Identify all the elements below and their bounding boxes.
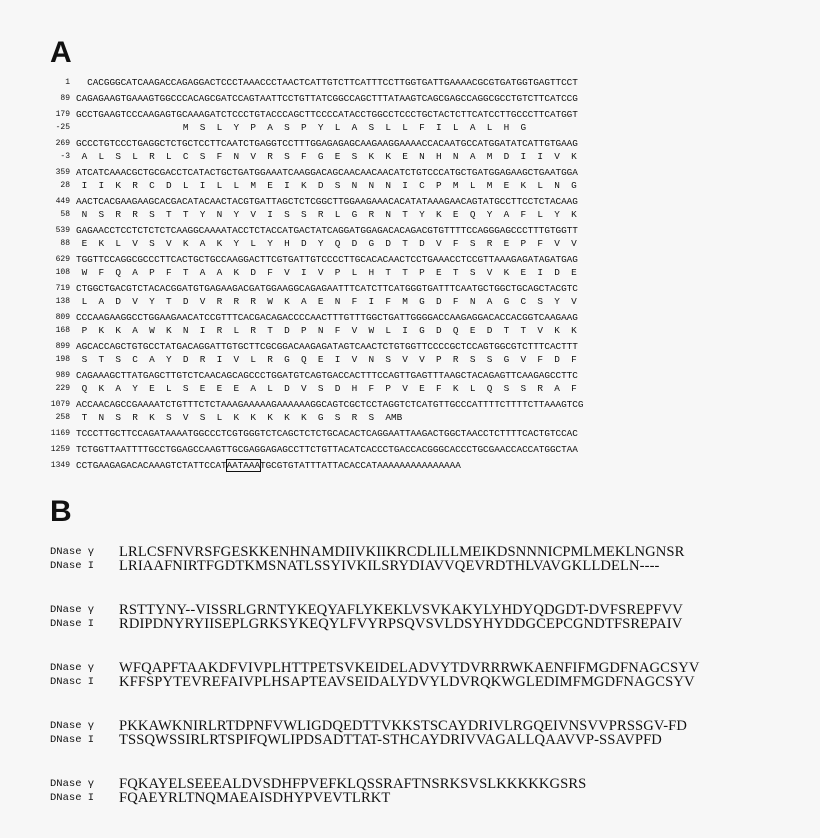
sequence-row-group — [36, 398, 816, 424]
amino-acid-position: 58 — [60, 210, 70, 219]
nucleotide-row — [36, 108, 816, 121]
nucleotide-position: 1349 — [50, 461, 70, 470]
nucleotide-text: CCTGAAGAGACACAAAGTCTATTCCATAATAAATGCGTGTATTTATTACACCATAAAAAAAAAAAAAAA — [76, 460, 461, 471]
dnase-gamma-label: DNase γ — [50, 778, 95, 790]
amino-acid-row — [36, 411, 816, 424]
amino-acid-text: M S L Y P A S P Y L A S L L F I L A L H G — [76, 122, 527, 133]
sequence-row-group — [36, 195, 816, 221]
nucleotide-row — [36, 443, 816, 456]
dnase-gamma-sequence: PKKAWKNIRLRTDPNFVWLIGDQEDTTVKKSTSCAYDRIVLRGQEIVNSVVPRSSGV-FD — [119, 718, 688, 734]
dnase-gamma-row — [50, 719, 810, 733]
panel-label-a: A — [50, 36, 72, 69]
protein-alignment-panel — [50, 545, 810, 835]
amino-acid-row — [36, 121, 816, 134]
panel-label-b: B — [50, 495, 72, 528]
nucleotide-position: 1079 — [50, 400, 70, 409]
nucleotide-text: CAGAAAGCTTATGAGCTTGTCTCAACAGCAGCCCTGGATGTCAGTGACCACTTTCCAGTTGAGTTTAAGCTACAGAGTTCAAGAGCCTTC — [76, 370, 578, 381]
nucleotide-row — [36, 459, 816, 472]
nucleotide-row — [36, 166, 816, 179]
nucleotide-position: 89 — [60, 94, 70, 103]
nucleotide-position: 719 — [55, 284, 70, 293]
amino-acid-position: 108 — [55, 268, 70, 277]
sequence-row-group — [36, 311, 816, 337]
dnase-i-sequence: RDIPDNYRYIISEPLGRKSYKEQYLFVYRPSQVSVLDSYHYDDGCEPCGNDTFSREPAIV — [119, 616, 683, 632]
nucleotide-text: GCCCTGTCCCTGAGGCTCTGCTCCTTCAATCTGAGGTCCTTTGGAGAGAGCAAGAAGGAAAACCACAATGCCATGGATATCATTGTGAAG — [76, 138, 578, 149]
amino-acid-position: 168 — [55, 326, 70, 335]
dnase-i-label: DNase I — [50, 560, 95, 572]
amino-acid-position: 28 — [60, 181, 70, 190]
nucleotide-row — [36, 282, 816, 295]
dnase-gamma-row — [50, 777, 810, 791]
sequence-row-group — [36, 459, 816, 472]
nucleotide-position: 269 — [55, 139, 70, 148]
amino-acid-position: -3 — [60, 152, 70, 161]
amino-acid-text: T N S R K S V S L K K K K K G S R S AMB — [76, 412, 403, 423]
dnase-gamma-label: DNase γ — [50, 604, 95, 616]
dnase-i-sequence: TSSQWSSIRLRTSPIFQWLIPDSADTTAT-STHCAYDRIVVAGALLQAAVVP-SSAVPFD — [119, 732, 662, 748]
nucleotide-text: TCTGGTTAATTTTGCCTGGAGCCAAGTTGCGAGGAGAGCCTTCTGTTACATCACCCTGACCACGGGCACCCTGCGAACCACCATGGCTAA — [76, 444, 578, 455]
dnase-gamma-sequence: WFQAPFTAAKDFVIVPLHTTPETSVKEIDELADVYTDVRRRWKAENFIFMGDFNAGCSYV — [119, 660, 700, 676]
dnase-i-row — [50, 733, 810, 747]
amino-acid-row — [36, 150, 816, 163]
sequence-row-group — [36, 92, 816, 105]
dnase-gamma-row — [50, 603, 810, 617]
dnase-gamma-row — [50, 661, 810, 675]
nucleotide-text: CCCAAGAAGGCCTGGAAGAACATCCGTTTCACGACAGACCCCAACTTTGTTTGGCTGATTGGGGACCAAGAGGACACCACGGTCAAGAAG — [76, 312, 578, 323]
sequence-row-group — [36, 443, 816, 456]
amino-acid-position: 229 — [55, 384, 70, 393]
dnase-gamma-row — [50, 545, 810, 559]
sequence-row-group — [36, 76, 816, 89]
nucleotide-text: TGGTTCCAGGCGCCCTTCACTGCTGCCAAGGACTTCGTGATTGTCCCCTTGCACACAACTCCTGAAACCTCCGTTAAAGAGATAGATGAG — [76, 254, 578, 265]
dnase-gamma-sequence: LRLCSFNVRSFGESKKENHNAMDIIVKIIKRCDLILLMEIKDSNNNICPMLMEKLNGNSR — [119, 544, 685, 560]
amino-acid-text: I I K R C D L I L L M E I K D S N N N I C P M L M E K L N G — [76, 180, 577, 191]
amino-acid-text: N S R R S T T Y N Y V I S S R L G R N T Y K E Q Y A F L Y K — [76, 209, 577, 220]
amino-acid-text: L A D V Y T D V R R R W K A E N F I F M G D F N A G C S Y V — [76, 296, 577, 307]
nucleotide-position: 359 — [55, 168, 70, 177]
sequence-row-group — [36, 166, 816, 192]
nucleotide-text: ATCATCAAACGCTGCGACCTCATACTGCTGATGGAAATCAAGGACAGCAACAACAACATCTGTCCCATGCTGATGGAGAAGCTGAATGGA — [76, 167, 578, 178]
sequence-row-group — [36, 340, 816, 366]
amino-acid-row — [36, 266, 816, 279]
nucleotide-position: 809 — [55, 313, 70, 322]
nucleotide-text: AACTCACGAAGAAGCACGACATACAACTACGTGATTAGCTCTCGGCTTGGAAGAAACACATATAAAGAACAGTATGCCTTCCTCTACAAG — [76, 196, 578, 207]
amino-acid-text: P K K A W K N I R L R T D P N F V W L I G D Q E D T T V K K — [76, 325, 577, 336]
dnase-i-row — [50, 559, 810, 573]
amino-acid-text: S T S C A Y D R I V L R G Q E I V N S V V P R S S G V F D F — [76, 354, 577, 365]
nucleotide-text: AGCACCAGCTGTGCCTATGACAGGATTGTGCTTCGCGGACAAGAGATAGTCAACTCTGTGGTTCCCCGCTCCAGTGGCGTCTTTCACTTT — [76, 341, 578, 352]
nucleotide-text: GAGAACCTCCTCTCTCTCAAGGCAAAATACCTCTACCATGACTATCAGGATGGAGACACAGACGTGTTTTCCAGGGAGCCCTTTGTGGTT — [76, 225, 578, 236]
nucleotide-row — [36, 311, 816, 324]
dnase-i-label: DNase I — [50, 618, 95, 630]
dnase-i-row — [50, 675, 810, 689]
nucleotide-row — [36, 224, 816, 237]
amino-acid-position: 198 — [55, 355, 70, 364]
alignment-block — [50, 545, 810, 573]
nucleotide-text: ACCAACAGCCGAAAATCTGTTTCTCTAAAGAAAAAGAAAAAAGGCAGTCGCTCCTAGGTCTCATGTTGCCCATTTTCTTTTCTTAAAGTCG — [76, 399, 584, 410]
dnase-i-row — [50, 791, 810, 805]
dnase-i-label: DNase I — [50, 792, 95, 804]
nucleotide-position: 539 — [55, 226, 70, 235]
nucleotide-row — [36, 369, 816, 382]
dnase-i-row — [50, 617, 810, 631]
alignment-block — [50, 719, 810, 747]
amino-acid-row — [36, 324, 816, 337]
amino-acid-row — [36, 295, 816, 308]
nucleotide-row — [36, 137, 816, 150]
dnase-gamma-label: DNase γ — [50, 546, 95, 558]
nucleotide-row — [36, 398, 816, 411]
nucleotide-text: GCCTGAAGTCCCAAGAGTGCAAAGATCTCCCTGTACCCAGCTTCCCCATACCTGGCCTCCCTGCTACTCTTCATCCTTGCCCTTCATGGT — [76, 109, 578, 120]
amino-acid-text: W F Q A P F T A A K D F V I V P L H T T P E T S V K E I D E — [76, 267, 577, 278]
amino-acid-row — [36, 237, 816, 250]
nucleotide-row — [36, 427, 816, 440]
amino-acid-row — [36, 353, 816, 366]
nucleotide-row — [36, 253, 816, 266]
nucleotide-position: 629 — [55, 255, 70, 264]
dnase-gamma-sequence: RSTTYNY--VISSRLGRNTYKEQYAFLYKEKLVSVKAKYLYHDYQDGDT-DVFSREPFVV — [119, 602, 683, 618]
dnase-gamma-sequence: FQKAYELSEEEALDVSDHFPVEFKLQSSRAFTNSRKSVSLKKKKKGSRS — [119, 776, 587, 792]
dnase-i-sequence: KFFSPYTEVREFAIVPLHSAPTEAVSEIDALYDVYLDVRQKWGLEDIMFMGDFNAGCSYV — [119, 674, 695, 690]
nucleotide-position: 179 — [55, 110, 70, 119]
sequence-row-group — [36, 253, 816, 279]
sequence-row-group — [36, 282, 816, 308]
amino-acid-position: -25 — [55, 123, 70, 132]
nucleotide-row — [36, 195, 816, 208]
nucleotide-text: CTGGCTGACGTCTACACGGATGTGAGAAGACGATGGAAGGCAGAGAATTTCATCTTCATGGGTGATTTCAATGCTGGCTGCAGCTACGTC — [76, 283, 578, 294]
amino-acid-row — [36, 382, 816, 395]
dnase-i-sequence: LRIAAFNIRTFGDTKMSNATLSSYIVKILSRYDIAVVQEVRDTHLVAVGKLLDELN---- — [119, 558, 660, 574]
dnase-gamma-label: DNase γ — [50, 662, 95, 674]
nucleotide-text: CAGAGAAGTGAAAGTGGCCCACAGCGATCCAGTAATTCCTGTTATCGGCCAGCTTTATAAGTCAGCGAGCCAGGCGCCTGTCTTCATCCG — [76, 93, 578, 104]
sequence-row-group — [36, 137, 816, 163]
sequence-row-group — [36, 224, 816, 250]
sequence-row-group — [36, 427, 816, 440]
amino-acid-position: 258 — [55, 413, 70, 422]
amino-acid-text: E K L V S V K A K Y L Y H D Y Q D G D T D V F S R E P F V V — [76, 238, 577, 249]
nucleotide-row — [36, 92, 816, 105]
dnase-gamma-label: DNase γ — [50, 720, 95, 732]
dnase-i-label: DNase I — [50, 734, 95, 746]
amino-acid-row — [36, 179, 816, 192]
nucleotide-text: TCCCTTGCTTCCAGATAAAATGGCCCTCGTGGGTCTCAGCTCTCTGCACACTCAGGAATTAAGACTGGCTAACCTCTTTTCACTGTCCAC — [76, 428, 578, 439]
nucleotide-row — [36, 340, 816, 353]
nucleotide-position: 1169 — [50, 429, 70, 438]
amino-acid-position: 88 — [60, 239, 70, 248]
nucleotide-position: 1259 — [50, 445, 70, 454]
nucleotide-position: 1 — [65, 78, 70, 87]
amino-acid-text: Q K A Y E L S E E E A L D V S D H F P V E F K L Q S S R A F — [76, 383, 577, 394]
alignment-block — [50, 777, 810, 805]
amino-acid-text: A L S L R L C S F N V R S F G E S K K E N H N A M D I I V K — [76, 151, 577, 162]
polyadenylation-signal-box: AATAAA — [226, 460, 261, 471]
alignment-block — [50, 603, 810, 631]
sequence-row-group — [36, 369, 816, 395]
nucleotide-row — [36, 76, 816, 89]
nucleotide-text: CACGGGCATCAAGACCAGAGGACTCCCTAAACCCTAACTCATTGTCTTCATTTCCTTGGTGATTGAAAACGCGTGATGGTGAGTTCCT — [76, 77, 578, 88]
amino-acid-position: 138 — [55, 297, 70, 306]
nucleotide-position: 899 — [55, 342, 70, 351]
nucleotide-position: 449 — [55, 197, 70, 206]
nucleotide-position: 989 — [55, 371, 70, 380]
dnase-i-sequence: FQAEYRLTNQMAEAISDHYPVEVTLRKT — [119, 790, 391, 806]
nucleotide-sequence-panel — [36, 76, 816, 475]
sequence-row-group — [36, 108, 816, 134]
dnase-i-label: DNasc I — [50, 676, 95, 688]
alignment-block — [50, 661, 810, 689]
amino-acid-row — [36, 208, 816, 221]
